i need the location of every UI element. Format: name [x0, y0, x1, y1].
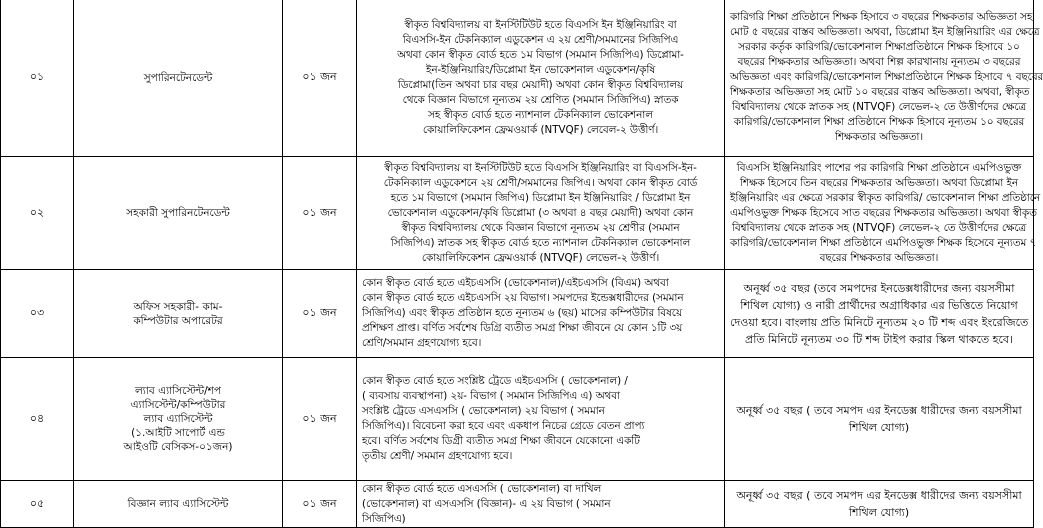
experience-line: কারিগরি/ভোকেশনাল শিক্ষা প্রতিষ্ঠানে এমপিওভুক্ত শিক্ষক হিসেবে নূন্যতম ৭: [730, 236, 1037, 249]
table-row: [1, 270, 1034, 358]
qualification-line: তৃতীয় শ্রেণী/ সমমান গ্রহণযোগ্য হবে।: [362, 450, 513, 462]
experience-cell: [725, 270, 1034, 358]
experience-line: শিথিল যোগ্য): [848, 506, 910, 519]
qualification-line: কোয়ালিফিকেশন ফ্রেমওয়ার্ক (NTVQF) লেবেল-২ উত্তীর্ণ।: [422, 123, 659, 136]
experience-line: মোট ৫ বছরের বাস্তব অভিজ্ঞতা। অথবা, ডিপ্লোমা ইন ইঞ্জিনিয়ারিং এর ক্ষেত্রে: [730, 26, 1040, 38]
qualification-line: টেকনিক্যাল এডুকেশনে ২য় শ্রেণী/সমমানের জিপিএ। অথবা কোন স্বীকৃত বোর্ড: [383, 176, 698, 189]
post-name-line: অফিস সহকারী- কাম-: [133, 300, 223, 313]
post-quantity-cell: ০১ জন: [283, 0, 357, 157]
post-name-cell: [74, 0, 283, 157]
qualification-line: ডিপ্লোমা(তিন অথবা চার বছর মেয়াদী) অথবা কোন স্বীকৃত বিশ্ববিদ্যালয়: [397, 78, 684, 91]
experience-line: শিথিল যোগ্য) ও নারী প্রার্থীদের অগ্রাধিকার এর ভিত্তিতে নিয়োগ: [740, 298, 1018, 312]
qualification-cell: [357, 358, 725, 481]
qualification-line: (ভোকেশনাল) বা এসএসসি (বিজ্ঞান)- এ ২য় বিভাগ ( সমমান: [362, 497, 611, 510]
qualification-line: কোন স্বীকৃত বোর্ড হতে এসএসসি ( ভোকেশনাল) বা দাখিল: [362, 482, 602, 495]
experience-line: এমপিওভুক্ত শিক্ষক হিসেবে সাত বছরের শিক্ষকতার অভিজ্ঞতা। অথবা স্বীকৃত: [730, 206, 1037, 219]
experience-line: অনূর্ধ্ব ৩৫ বছর ( তবে সমপদ এর ইনডেক্স ধারীদের জন্য বয়সসীমা: [736, 404, 1022, 417]
experience-line: দেওয়া হবে। বাংলায় প্রতি মিনিটে নূন্যতম ২০ টি শব্দ এবং ইংরেজিতে: [730, 315, 1029, 329]
post-name-cell: [74, 270, 283, 358]
qualification-line: ইন-ইঞ্জিনিয়ারিং/ডিপ্লোমা ইন ভোকেশনাল এডুকেশন/কৃষি: [425, 63, 656, 76]
experience-line: বছরের শিক্ষকতার অভিজ্ঞতা।: [819, 251, 939, 264]
qualification-line: ভোকেশনাল এডুকেশন/কৃষি ডিপ্লোমা (৩ অথবা ৪ বছর মেয়াদী) অথবা কোন: [387, 206, 694, 219]
experience-line: শিথিল যোগ্য): [848, 421, 910, 434]
post-name-cell: [74, 481, 283, 528]
post-quantity-cell: ০১ জন: [283, 481, 357, 528]
qualification-line: শ্রেণি/সমমান গ্রহণযোগ্য হবে।: [362, 337, 482, 349]
qualification-line: প্রশিক্ষণ প্রাপ্ত। বর্ণিত সর্বশেষ ডিগ্রি ব্যতীত সমগ্র শিক্ষা জীবনে যে কোন ১টি ৩য়: [362, 322, 683, 334]
experience-line: বিশ্ববিদ্যালয় থেকে স্নাতক সহ (NTVQF) লেভেল-২ তে উত্তীর্ণদের ক্ষেত্রে: [731, 221, 1027, 234]
experience-line: শিক্ষক হিসেবে তিন বছরের শিক্ষকতার অভিজ্ঞতা। অথবা ডিপ্লোমা ইন: [739, 176, 1019, 189]
serial-number-cell: ০৩: [1, 270, 74, 358]
experience-line: বছরের শিক্ষকতার অভিজ্ঞতা। অথবা শিল্প কারখানায় নূন্যতম ৩ বছরের: [737, 56, 1021, 68]
qualification-line: সংশ্লিষ্ট ট্রেডে এসএসসি ( ভোকেশনাল) ২য় বিভাগ ( সমমান: [362, 405, 605, 417]
experience-cell: [725, 157, 1041, 270]
experience-line: অনূর্ধ্ব ৩৫ বছর (তবে সমপদের ইনডেক্সধারীদের জন্য বয়সসীমা: [743, 281, 1015, 295]
experience-line: অনূর্ধ্ব ৩৫ বছর ( তবে সমপদ এর ইনডেক্স ধারীদের জন্য বয়সসীমা: [736, 489, 1022, 502]
table-row: [1, 358, 1034, 481]
qualification-line: থেকে বিজ্ঞান বিভাগে নূন্যতম ২য় শ্রেণিত (সমমান সিজিপিএ) স্নাতক: [402, 93, 679, 106]
experience-line: বিশ্ববিদ্যালয় থেকে স্নাতক সহ (NTVQF) লেভেল-২ তে উত্তীর্ণদের ক্ষেত্রে: [731, 101, 1027, 113]
experience-line: ইঞ্জিনিয়ারিং এর ক্ষেত্রে সরকার স্বীকৃত কারিগরি/ ভোকেশনাল শিক্ষা প্রতিষ্ঠানে: [730, 191, 1041, 204]
post-name-line: সুপারিনটেনডেন্ট: [143, 71, 213, 84]
qualification-line: সিজিপিএ) এবং স্বীকৃত প্রতিষ্ঠান হতে নূন্যতম ৬ (ছয়) মাসের কম্পিউটার বিষয়ে: [362, 307, 683, 319]
experience-cell: [725, 358, 1034, 481]
experience-cell: [725, 0, 1043, 157]
post-name-line: আইওটি বেসিকস-০১জন): [123, 441, 233, 453]
serial-number-cell: ০২: [1, 157, 74, 270]
post-name-line: ল্যাব এ্যাসিস্টেন্ট: [143, 413, 213, 425]
table-row: [1, 157, 1034, 270]
post-name-line: বিজ্ঞান ল্যাব এ্যাসিস্টেন্ট: [127, 498, 229, 510]
post-name-line: এ্যাসিস্টেন্ট/কম্পিউটার: [130, 399, 226, 411]
experience-line: প্রতি মিনিটে নূন্যতম ৩০ টি শব্দ টাইপ করার স্কিল থাকতে হবে।: [745, 332, 1013, 346]
post-quantity-cell: ০১ জন: [283, 358, 357, 481]
qualification-line: কোন স্বীকৃত বোর্ড হতে এইচএসসি ২য় বিভাগ। সমপদের ইন্ডেক্সধারীদের (সমমান: [362, 292, 684, 304]
qualification-line: হবে। বর্ণিত সর্বশেষ ডিগ্রী ব্যতীত সমগ্র শিক্ষা জীবনে যেকোনো একটি: [362, 435, 640, 447]
post-name-line: কম্পিউটার অপারেটর: [133, 314, 223, 327]
qualification-line: কোয়ালিফিকেশন ফ্রেমওয়ার্ক (NTVQF) লেভেল-২ উত্তীর্ণ।: [421, 251, 660, 264]
post-quantity-cell: ০১ জন: [283, 157, 357, 270]
qualification-line: সহ স্বীকৃত বোর্ড হতে ন্যাশনাল টেকনিক্যাল ভোকেশনাল: [428, 108, 653, 121]
qualification-line: স্বীকৃত বিশ্ববিদ্যালয় থেকে বিজ্ঞান বিভাগে নূন্যতম ২য় শ্রেণীর (সমমান: [401, 221, 680, 234]
qualification-line: সিজিপিএ) স্নাতক সহ স্বীকৃত বোর্ড হতে ন্যাশনাল টেকনিক্যাল ভোকেশনাল: [390, 236, 691, 249]
qualification-line: অথবা কোন স্বীকৃত বোর্ড হতে ১ম বিভাগ (সমমান সিজিপিএ) ডিপ্লোমা-: [397, 48, 684, 61]
post-name-cell: [74, 358, 283, 481]
qualification-line: কোন স্বীকৃত বোর্ড হতে সংশ্লিষ্ট ট্রেডে এইচএসসি ( ভোকেশনাল) /: [362, 375, 628, 387]
qualification-cell: [357, 157, 725, 270]
qualification-cell: [357, 481, 725, 528]
experience-line: কারিগরি শিক্ষা প্রতিষ্ঠানে শিক্ষক হিসাবে ৩ বছরের শিক্ষকতার অভিজ্ঞতা সহ: [730, 11, 1033, 23]
serial-number-cell: ০৪: [1, 358, 74, 481]
table-row: [1, 481, 1034, 528]
qualification-cell: [357, 270, 725, 358]
qualification-line: স্বীকৃত বিশ্ববিদ্যালয় বা ইনস্টিটিউট হতে বিএসসি ইঞ্জিনিয়ারিং বা বিএসসি-ইন-: [384, 161, 697, 174]
experience-line: বিএসসি ইঞ্জিনিয়ারিং পাশের পর কারিগরি শিক্ষা প্রতিষ্ঠানে এমপিওভুক্ত: [736, 161, 1022, 174]
experience-line: শিক্ষকতার অভিজ্ঞতা।: [834, 131, 924, 143]
qualification-line: কোন স্বীকৃত বোর্ড হতে এইচএসসি (ভোকেশনাল)/এইচএসসি (বিএম) অথবা: [362, 277, 669, 289]
experience-line: অভিজ্ঞতা এবং কারিগরি/ভোকেশনাল শিক্ষাপ্রতিষ্ঠানে শিক্ষক হিসাবে ৭ বছরের: [730, 71, 1043, 83]
post-name-cell: [74, 157, 283, 270]
post-name-line: ল্যাব এ্যাসিস্টেন্ট/শপ: [134, 385, 221, 397]
experience-line: সরকার কর্তৃক কারিগরি/ভোকেশনাল শিক্ষাপ্রতিষ্ঠানে শিক্ষক হিসাবে ১০: [738, 41, 1020, 53]
serial-number-cell: ০৫: [1, 481, 74, 528]
qualification-line: ( ব্যবসায় ব্যবস্থাপনা) ২য়- বিভাগ ( সমমান সিজিপিএ এ) অথবা: [362, 390, 620, 402]
qualification-cell: [357, 0, 725, 157]
post-quantity-cell: ০১ জন: [283, 270, 357, 358]
qualification-line: স্বীকৃত বিশ্ববিদ্যালয় বা ইনস্টিটিউট হতে বিএসসি ইন ইঞ্জিনিয়ারিং বা: [404, 18, 677, 31]
table-row: [1, 0, 1034, 157]
post-name-line: (১.আইটি সাপোর্ট এন্ড: [131, 427, 225, 439]
experience-cell: [725, 481, 1034, 528]
qualification-line: সিজিপিএ)। বিবেচনা করা হবে এবং একধাপ নিচের গ্রেডে বেতন প্রাপ্য: [362, 420, 645, 432]
experience-line: শিক্ষকতার অভিজ্ঞতা সহ মোট ১০ বছরের বাস্তব অভিজ্ঞতা। অথবা, স্বীকৃত: [730, 86, 1030, 98]
serial-number-cell: ০১: [1, 0, 74, 157]
qualification-line: হতে ১ম বিভাগে (সমমান জিপিএ) ডিপ্লোমা ইন ইঞ্জিনিয়ারিং / ডিপ্লোমা ইন: [390, 191, 691, 204]
post-name-line: সহকারী সুপারিনটেনডেন্ট: [126, 207, 230, 219]
qualification-line: সিজিপিএ): [362, 512, 406, 525]
qualification-line: বিএসসি-ইন টেকনিক্যাল এডুকেশন এ ২য় শ্রেণী/সমমানের সিজিপিএ: [402, 33, 679, 46]
experience-line: কারিগরি/ভোকেশনাল শিক্ষা প্রতিষ্ঠানে শিক্ষক হিসাবে নূন্যতম ১০ বছরের: [733, 116, 1025, 128]
